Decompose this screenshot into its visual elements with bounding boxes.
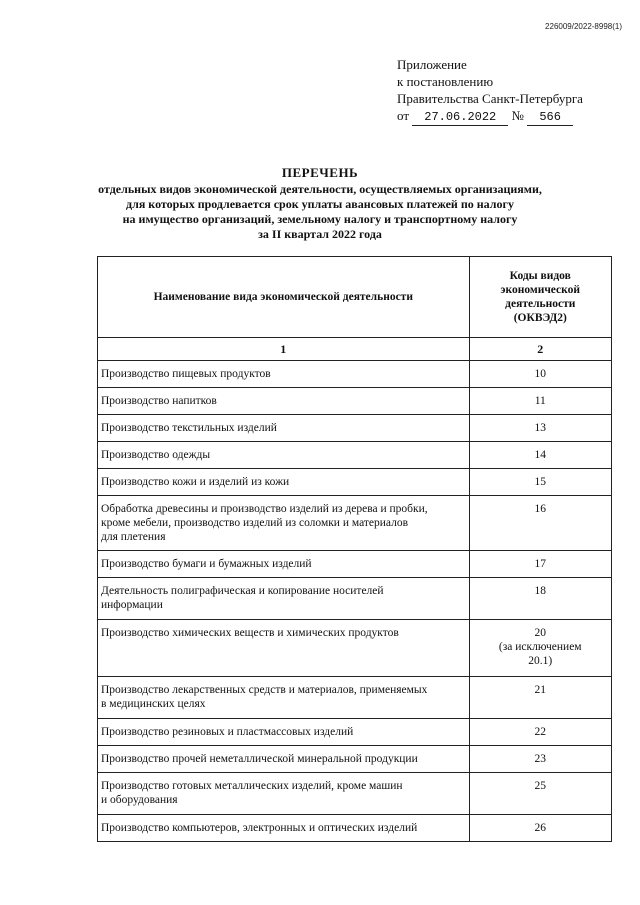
table-row bbox=[98, 442, 612, 469]
activity-name: Производство пищевых продуктов bbox=[98, 361, 470, 388]
okved-code: 10 bbox=[469, 361, 611, 388]
table-row bbox=[98, 469, 612, 496]
activity-name: Производство лекарственных средств и материалов, применяемых в медицинских целях bbox=[98, 677, 470, 719]
activity-name: Производство резиновых и пластмассовых изделий bbox=[98, 719, 470, 746]
okved-code: 17 bbox=[469, 551, 611, 578]
title-line-3: на имущество организаций, земельному налогу и транспортному налогу bbox=[122, 212, 518, 226]
okved-code: 25 bbox=[469, 773, 611, 815]
activity-name: Производство компьютеров, электронных и оптических изделий bbox=[98, 815, 470, 842]
table-row bbox=[98, 388, 612, 415]
number-prefix: № bbox=[511, 108, 524, 123]
table-row bbox=[98, 551, 612, 578]
table-row bbox=[98, 578, 612, 620]
appendix-line-3: Правительства Санкт-Петербурга bbox=[397, 91, 583, 106]
document-id: 226009/2022-8998(1) bbox=[545, 22, 622, 31]
okved-code: 20 (за исключением 20.1) bbox=[469, 620, 611, 677]
title-line-4: за II квартал 2022 года bbox=[258, 227, 382, 241]
okved-code: 21 bbox=[469, 677, 611, 719]
activity-name: Производство текстильных изделий bbox=[98, 415, 470, 442]
decree-number: 566 bbox=[527, 110, 573, 126]
header-activity-name: Наименование вида экономической деятельности bbox=[98, 257, 470, 338]
table-row bbox=[98, 677, 612, 719]
document-title bbox=[60, 165, 580, 242]
okved-code: 18 bbox=[469, 578, 611, 620]
appendix-line-2: к постановлению bbox=[397, 74, 494, 89]
column-number-1: 1 bbox=[98, 338, 470, 361]
date-prefix: от bbox=[397, 108, 410, 123]
column-number-row bbox=[98, 338, 612, 361]
activity-name: Производство кожи и изделий из кожи bbox=[98, 469, 470, 496]
table-row bbox=[98, 719, 612, 746]
title-line-2: для которых продлевается срок уплаты авансовых платежей по налогу bbox=[126, 197, 514, 211]
activity-name: Деятельность полиграфическая и копирование носителей информации bbox=[98, 578, 470, 620]
table-row bbox=[98, 815, 612, 842]
okved-code: 11 bbox=[469, 388, 611, 415]
activity-name: Производство прочей неметаллической минеральной продукции bbox=[98, 746, 470, 773]
column-number-2: 2 bbox=[469, 338, 611, 361]
table-row bbox=[98, 746, 612, 773]
title-line-1: отдельных видов экономической деятельности, осуществляемых организациями, bbox=[98, 182, 542, 196]
appendix-block bbox=[397, 56, 627, 126]
header-okved-code: Коды видов экономической деятельности (ОКВЭД2) bbox=[469, 257, 611, 338]
table-row bbox=[98, 496, 612, 551]
activity-name: Производство готовых металлических изделий, кроме машин и оборудования bbox=[98, 773, 470, 815]
okved-code: 15 bbox=[469, 469, 611, 496]
activity-name: Производство бумаги и бумажных изделий bbox=[98, 551, 470, 578]
activity-table bbox=[97, 256, 612, 842]
table-row bbox=[98, 415, 612, 442]
appendix-line-1: Приложение bbox=[397, 57, 467, 72]
okved-code: 26 bbox=[469, 815, 611, 842]
activity-name: Производство напитков bbox=[98, 388, 470, 415]
okved-code: 13 bbox=[469, 415, 611, 442]
title-main: ПЕРЕЧЕНЬ bbox=[281, 165, 359, 180]
appendix-date-line bbox=[397, 107, 627, 126]
okved-code: 23 bbox=[469, 746, 611, 773]
table-header-row bbox=[98, 257, 612, 338]
activity-name: Производство одежды bbox=[98, 442, 470, 469]
table-row bbox=[98, 773, 612, 815]
table-row bbox=[98, 620, 612, 677]
activity-name: Обработка древесины и производство изделий из дерева и пробки, кроме мебели, производство изделий из соломки и материалов для плетения bbox=[98, 496, 470, 551]
table-row bbox=[98, 361, 612, 388]
activity-name: Производство химических веществ и химических продуктов bbox=[98, 620, 470, 677]
okved-code: 16 bbox=[469, 496, 611, 551]
decree-date: 27.06.2022 bbox=[412, 110, 508, 126]
okved-code: 14 bbox=[469, 442, 611, 469]
okved-code: 22 bbox=[469, 719, 611, 746]
